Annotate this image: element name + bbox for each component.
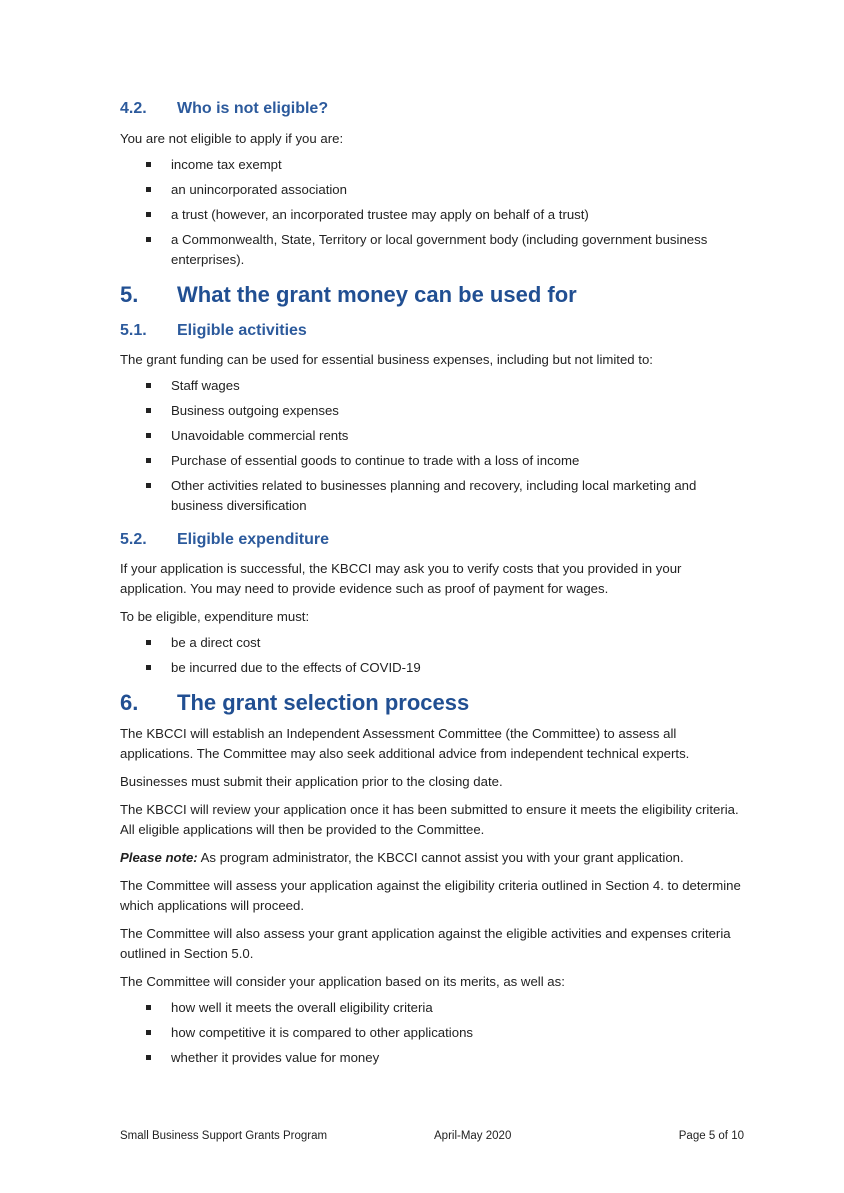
- note-text: As program administrator, the KBCCI cannot assist you with your grant application.: [197, 850, 684, 865]
- list-item: Other activities related to businesses planning and recovery, including local marketing and business diversification: [120, 476, 750, 516]
- paragraph: You are not eligible to apply if you are:: [120, 131, 344, 146]
- list-item: a trust (however, an incorporated trustee may apply on behalf of a trust): [120, 205, 750, 225]
- footer-date: April-May 2020: [434, 1130, 512, 1142]
- list-item: Unavoidable commercial rents: [120, 426, 750, 446]
- heading-number: 6.: [120, 690, 139, 715]
- heading-title: What the grant money can be used for: [177, 282, 577, 307]
- heading-number: 5.2.: [120, 531, 147, 548]
- list-item: be a direct cost: [120, 633, 750, 653]
- paragraph: The Committee will consider your application based on its merits, as well as:: [120, 974, 565, 989]
- bullet-list-selection-criteria: [120, 998, 750, 1068]
- list-item: how well it meets the overall eligibility criteria: [120, 998, 750, 1018]
- heading-number: 4.2.: [120, 100, 147, 117]
- footer-program-name: Small Business Support Grants Program: [120, 1130, 328, 1142]
- paragraph: The grant funding can be used for essential business expenses, including but not limited to:: [120, 352, 653, 367]
- heading-4-2: [120, 98, 750, 120]
- heading-5-1: [120, 320, 750, 342]
- bullet-list-not-eligible: [120, 155, 750, 270]
- heading-number: 5.1.: [120, 322, 147, 339]
- heading-title: The grant selection process: [177, 690, 470, 715]
- list-item: whether it provides value for money: [120, 1048, 750, 1068]
- page-content: [120, 98, 750, 1068]
- list-item: a Commonwealth, State, Territory or local government body (including government business enterprises).: [120, 230, 750, 270]
- bullet-list-eligible-activities: [120, 376, 750, 516]
- note-paragraph: [120, 848, 750, 868]
- paragraph: If your application is successful, the KBCCI may ask you to verify costs that you provided in your application. You may need to provide evidence such as proof of payment for wages.: [120, 561, 682, 596]
- list-item: an unincorporated association: [120, 180, 750, 200]
- heading-title: Eligible activities: [177, 322, 307, 339]
- list-item: be incurred due to the effects of COVID-19: [120, 658, 750, 678]
- list-item: income tax exempt: [120, 155, 750, 175]
- heading-5: [120, 281, 750, 309]
- paragraph: To be eligible, expenditure must:: [120, 609, 310, 624]
- list-item: how competitive it is compared to other applications: [120, 1023, 750, 1043]
- paragraph: The Committee will assess your application against the eligibility criteria outlined in Section 4. to determine which applications will proceed.: [120, 878, 741, 913]
- bullet-list-expenditure: [120, 633, 750, 678]
- list-item: Purchase of essential goods to continue to trade with a loss of income: [120, 451, 750, 471]
- list-item: Staff wages: [120, 376, 750, 396]
- heading-title: Eligible expenditure: [177, 531, 330, 548]
- footer-page-number: Page 5 of 10: [678, 1130, 744, 1142]
- heading-number: 5.: [120, 282, 139, 307]
- note-label: Please note:: [120, 850, 198, 865]
- heading-5-2: [120, 529, 750, 551]
- list-item: Business outgoing expenses: [120, 401, 750, 421]
- heading-6: [120, 689, 750, 717]
- heading-title: Who is not eligible?: [177, 100, 329, 117]
- paragraph: The KBCCI will review your application once it has been submitted to ensure it meets the eligibility criteria. All eligible applications will then be provided to the Committee.: [120, 802, 739, 837]
- paragraph: Businesses must submit their application prior to the closing date.: [120, 774, 503, 789]
- paragraph: The Committee will also assess your grant application against the eligible activities and expenses criteria outlined in Section 5.0.: [120, 926, 731, 961]
- paragraph: The KBCCI will establish an Independent Assessment Committee (the Committee) to assess all applications. The Committee may also seek additional advice from independent technical experts.: [120, 726, 690, 761]
